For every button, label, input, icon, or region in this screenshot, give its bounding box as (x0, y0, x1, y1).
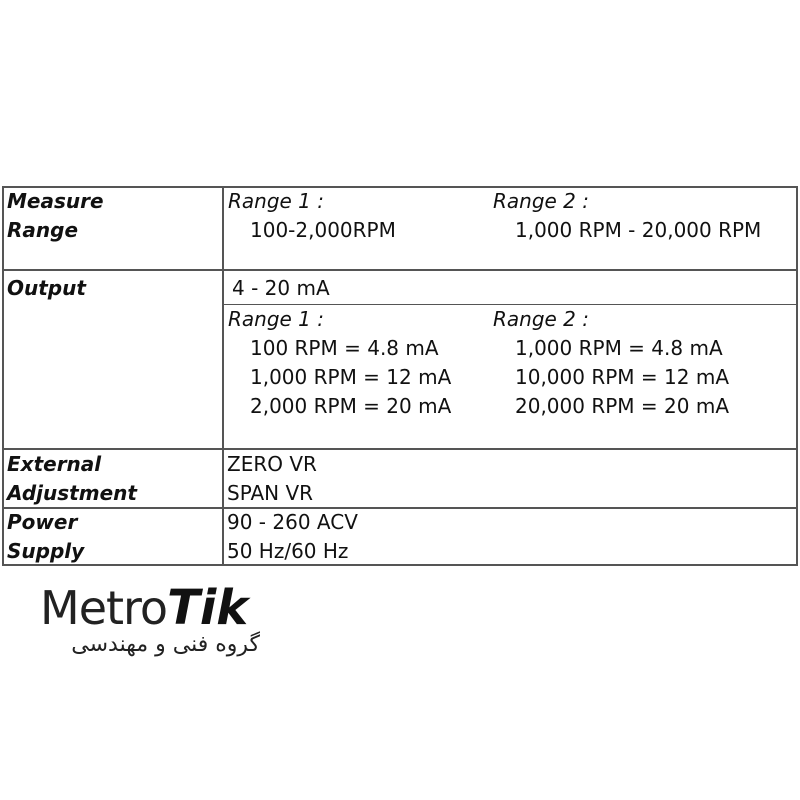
row-divider (2, 269, 798, 271)
output-range2-title: Range 2 : (493, 307, 590, 331)
output-range1-line: 100 RPM = 4.8 mA (250, 336, 439, 360)
power-value: 90 - 260 ACV (227, 510, 358, 534)
power-label: Power (7, 510, 78, 534)
output-range2-line: 10,000 RPM = 12 mA (515, 365, 729, 389)
range1-title: Range 1 : (228, 189, 325, 213)
output-range2-line: 1,000 RPM = 4.8 mA (515, 336, 723, 360)
external-label: Adjustment (7, 481, 137, 505)
external-value: SPAN VR (227, 481, 314, 505)
external-label: External (7, 452, 102, 476)
column-divider (222, 186, 224, 566)
metrotik-logo (40, 580, 260, 657)
range2-value: 1,000 RPM - 20,000 RPM (515, 218, 762, 242)
range2-title: Range 2 : (493, 189, 590, 213)
table-border-top (2, 186, 798, 188)
logo-text: Metro (40, 581, 168, 635)
logo-text-bold: Tik (167, 580, 249, 636)
power-value: 50 Hz/60 Hz (227, 539, 349, 563)
table-border-right (796, 186, 798, 566)
output-range1-line: 2,000 RPM = 20 mA (250, 394, 452, 418)
logo-subtitle: گروه فنی و مهندسی (71, 632, 260, 657)
output-range1-line: 1,000 RPM = 12 mA (250, 365, 452, 389)
measure-label: Measure (7, 189, 104, 213)
power-label: Supply (7, 539, 85, 563)
external-value: ZERO VR (227, 452, 317, 476)
table-border-bottom (2, 564, 798, 566)
output-label: Output (7, 276, 86, 300)
output-range2-line: 20,000 RPM = 20 mA (515, 394, 729, 418)
row-divider (2, 448, 798, 450)
measure-label: Range (7, 218, 79, 242)
table-border-left (2, 186, 4, 566)
output-value: 4 - 20 mA (232, 276, 330, 300)
range1-value: 100-2,000RPM (250, 218, 396, 242)
output-range1-title: Range 1 : (228, 307, 325, 331)
